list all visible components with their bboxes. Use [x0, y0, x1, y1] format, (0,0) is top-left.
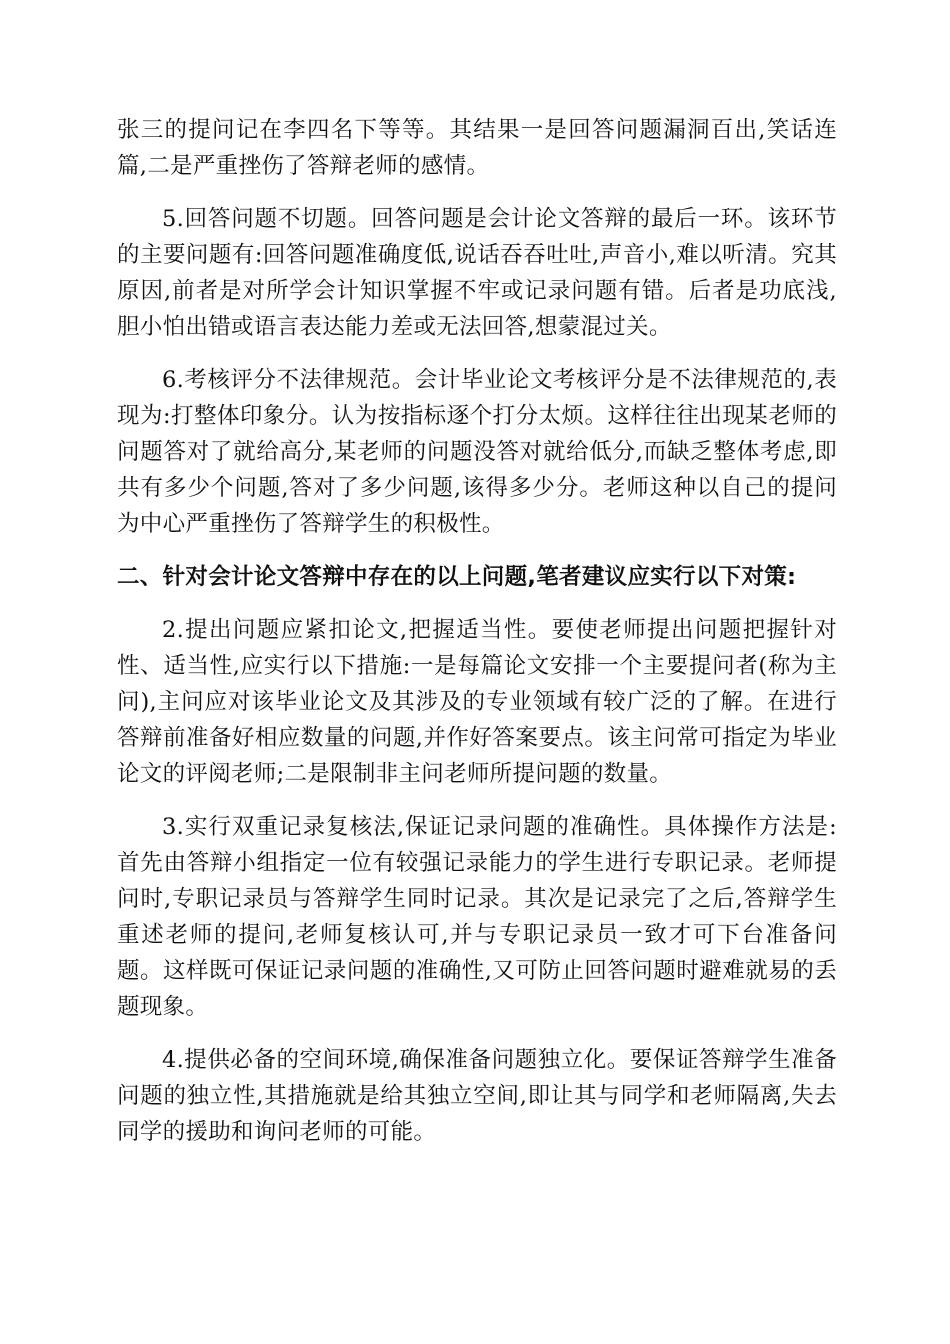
paragraph-item-4: 4.提供必备的空间环境,确保准备问题独立化。要保证答辩学生准备问题的独立性,其措施就是给其独立空间,即让其与同学和老师隔离,失去同学的援助和询问老师的可能。	[117, 1047, 837, 1145]
document-page	[117, 112, 837, 1150]
paragraph-item-6: 6.考核评分不法律规范。会计毕业论文考核评分是不法律规范的,表现为:打整体印象分。认为按指标逐个打分太烦。这样往往出现某老师的问题答对了就给高分,某老师的问题没答对就给低分,而缺乏整体考虑,即共有多少个问题,答对了多少问题,该得多少分。老师这种以自己的提问为中心严重挫伤了答辩学生的积极性。	[117, 367, 837, 537]
paragraph-item-3: 3.实行双重记录复核法,保证记录问题的准确性。具体操作方法是:首先由答辩小组指定一位有较强记录能力的学生进行专职记录。老师提问时,专职记录员与答辩学生同时记录。其次是记录完了之后,答辩学生重述老师的提问,老师复核认可,并与专职记录员一致才可下台准备问题。这样既可保证记录问题的准确性,又可防止回答问题时避难就易的丢题现象。	[117, 814, 837, 1020]
section-heading: 二、针对会计论文答辩中存在的以上问题,笔者建议应实行以下对策:	[117, 564, 797, 590]
paragraph-continuation: 张三的提问记在李四名下等等。其结果一是回答问题漏洞百出,笑话连篇,二是严重挫伤了答辩老师的感情。	[117, 117, 837, 179]
paragraph-item-2: 2.提出问题应紧扣论文,把握适当性。要使老师提出问题把握针对性、适当性,应实行以下措施:一是每篇论文安排一个主要提问者(称为主问),主问应对该毕业论文及其涉及的专业领域有较广泛的了解。在进行答辩前准备好相应数量的问题,并作好答案要点。该主问常可指定为毕业论文的评阅老师;二是限制非主问老师所提问题的数量。	[117, 617, 837, 787]
paragraph-item-5: 5.回答问题不切题。回答问题是会计论文答辩的最后一环。该环节的主要问题有:回答问题准确度低,说话吞吞吐吐,声音小,难以听清。究其原因,前者是对所学会计知识掌握不牢或记录问题有错。后者是功底浅,胆小怕出错或语言表达能力差或无法回答,想蒙混过关。	[117, 206, 837, 340]
